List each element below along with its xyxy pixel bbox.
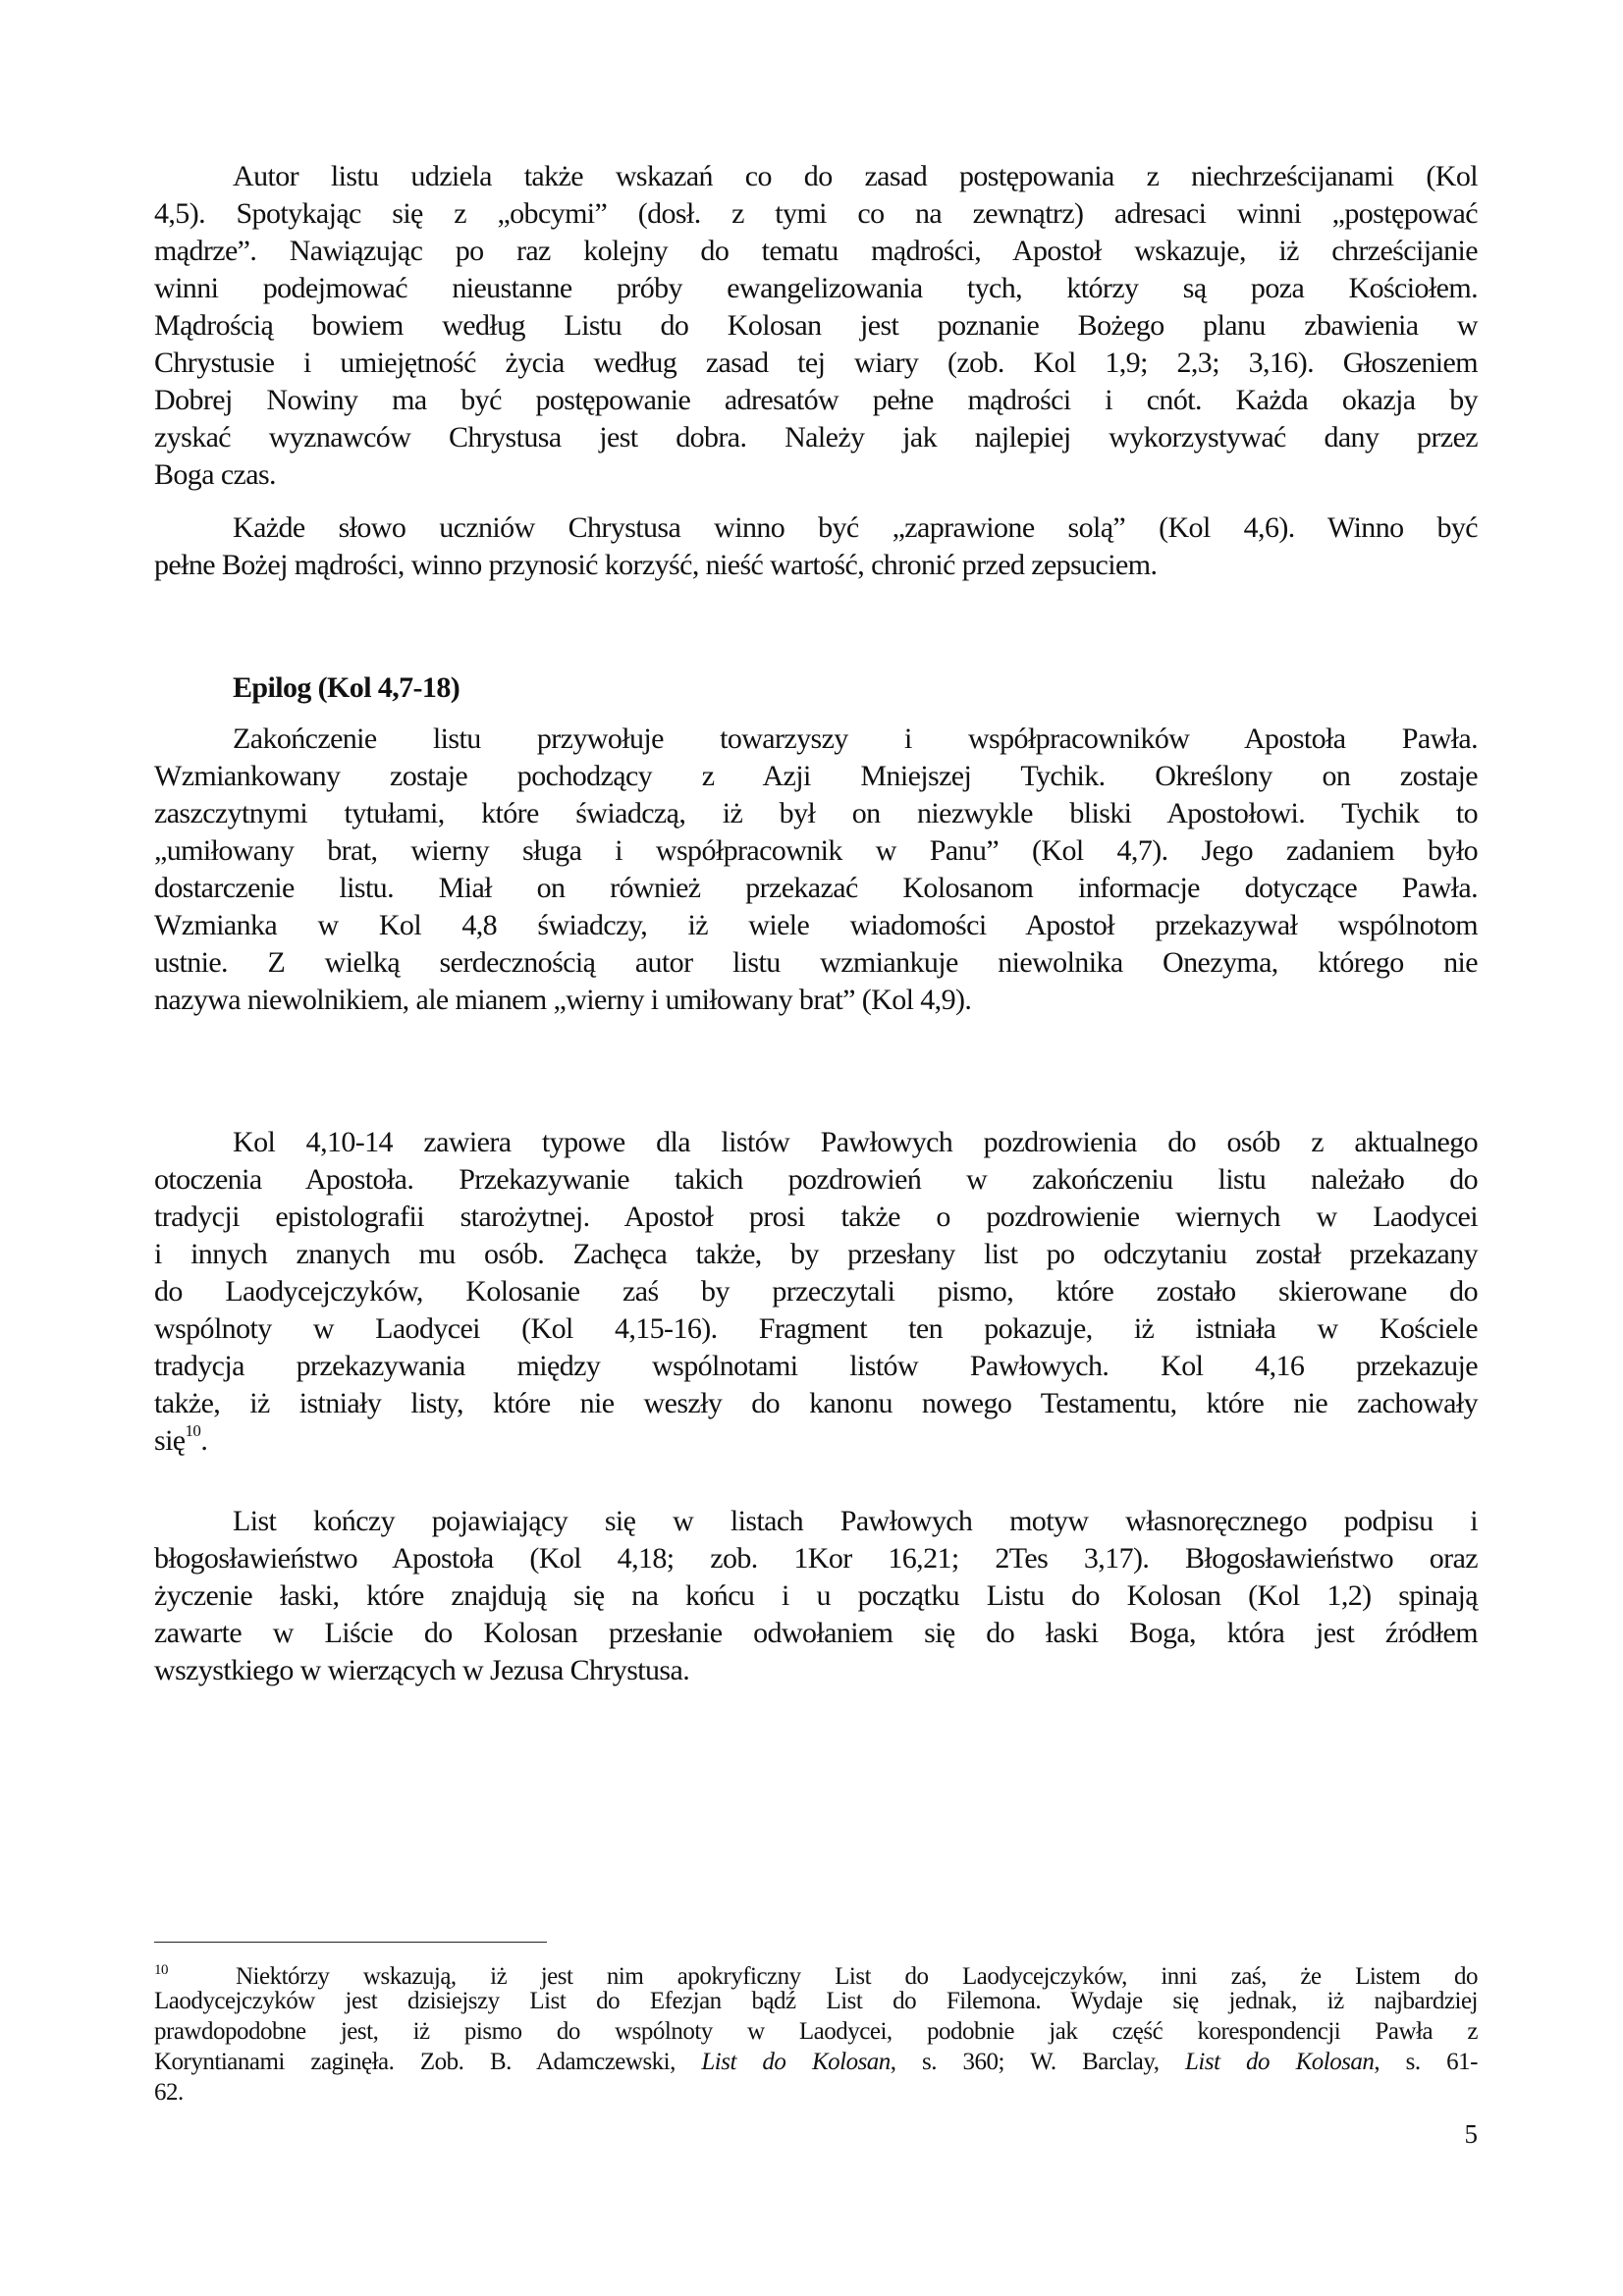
citation-title: List do Kolosan bbox=[701, 2049, 891, 2075]
text-line: Dobrej Nowiny ma być postępowanie adresatów pełne mądrości i cnót. Każda okazja by bbox=[154, 384, 1478, 416]
text-fragment: , s. 360; W. Barclay, bbox=[890, 2049, 1186, 2075]
text-fragment: , s. 61- bbox=[1374, 2049, 1479, 2075]
text-line: Wzmianka w Kol 4,8 świadczy, iż wiele wiadomości Apostoł przekazywał wspólnotom bbox=[154, 909, 1478, 941]
text-line: i innych znanych mu osób. Zachęca także, by przesłany list po odczytaniu został przekazany bbox=[154, 1238, 1478, 1270]
footnote-line bbox=[154, 2047, 1478, 2077]
footnote-line: 62. bbox=[154, 2079, 184, 2106]
text-line: Wzmiankowany zostaje pochodzący z Azji Mniejszej Tychik. Określony on zostaje bbox=[154, 760, 1478, 792]
text-line: wszystkiego w wierzących w Jezusa Chrystusa. bbox=[154, 1654, 690, 1686]
text-line: winni podejmować nieustanne próby ewangelizowania tych, którzy są poza Kościołem. bbox=[154, 272, 1478, 304]
text-line: tradycja przekazywania między wspólnotami listów Pawłowych. Kol 4,16 przekazuje bbox=[154, 1350, 1478, 1382]
text-fragment: się bbox=[154, 1424, 186, 1457]
text-line: List kończy pojawiający się w listach Pawłowych motyw własnoręcznego podpisu i bbox=[233, 1505, 1478, 1537]
text-line: zaszczytnymi tytułami, które świadczą, iż był on niezwykle bliski Apostołowi. Tychik to bbox=[154, 797, 1478, 829]
text-line: Każde słowo uczniów Chrystusa winno być „zaprawione solą” (Kol 4,6). Winno być bbox=[233, 511, 1478, 544]
text-line: nazywa niewolnikiem, ale mianem „wierny i umiłowany brat” (Kol 4,9). bbox=[154, 984, 972, 1016]
text-line: błogosławieństwo Apostoła (Kol 4,18; zob. 1Kor 16,21; 2Tes 3,17). Błogosławieństwo oraz bbox=[154, 1542, 1478, 1575]
text-line: ustnie. Z wielką serdecznością autor listu wzmiankuje niewolnika Onezyma, którego nie bbox=[154, 946, 1478, 979]
footnote-reference[interactable]: 10 bbox=[185, 1421, 201, 1440]
text-fragment: Niektórzy wskazują, iż jest nim apokryficzny List do Laodycejczyków, inni zaś, że Listem do bbox=[235, 1963, 1478, 1990]
text-line bbox=[154, 1422, 1478, 1460]
footnote-separator bbox=[154, 1942, 547, 1943]
text-line: dostarczenie listu. Miał on również przekazać Kolosanom informacje dotyczące Pawła. bbox=[154, 872, 1478, 904]
text-line: do Laodycejczyków, Kolosanie zaś by przeczytali pismo, które zostało skierowane do bbox=[154, 1275, 1478, 1308]
text-line: Zakończenie listu przywołuje towarzyszy i współpracowników Apostoła Pawła. bbox=[233, 722, 1478, 755]
text-line: zyskać wyznawców Chrystusa jest dobra. Należy jak najlepiej wykorzystywać dany przez bbox=[154, 421, 1478, 454]
text-line: „umiłowany brat, wierny sługa i współpracownik w Panu” (Kol 4,7). Jego zadaniem było bbox=[154, 834, 1478, 867]
section-heading: Epilog (Kol 4,7-18) bbox=[233, 671, 460, 704]
citation-title: List do Kolosan bbox=[1185, 2049, 1375, 2075]
text-line: tradycji epistolografii starożytnej. Apostoł prosi także o pozdrowienie wiernych w Laodycei bbox=[154, 1201, 1478, 1233]
footnote-line: prawdopodobne jest, iż pismo do wspólnoty w Laodycei, podobnie jak część korespondencji Pawła z bbox=[154, 2018, 1478, 2045]
text-line: także, iż istniały listy, które nie weszły do kanonu nowego Testamentu, które nie zachowały bbox=[154, 1387, 1478, 1419]
text-line: wspólnoty w Laodycei (Kol 4,15-16). Fragment ten pokazuje, iż istniała w Kościele bbox=[154, 1312, 1478, 1345]
text-line: Autor listu udziela także wskazań co do zasad postępowania z niechrześcijanami (Kol bbox=[233, 160, 1478, 192]
text-line: życzenie łaski, które znajdują się na końcu i u początku Listu do Kolosan (Kol 1,2) spinają bbox=[154, 1579, 1478, 1612]
text-fragment: Koryntianami zaginęła. Zob. B. Adamczewski, bbox=[154, 2049, 702, 2075]
text-line: Kol 4,10-14 zawiera typowe dla listów Pawłowych pozdrowienia do osób z aktualnego bbox=[233, 1126, 1478, 1158]
page-number: 5 bbox=[1464, 2119, 1478, 2149]
text-line: mądrze”. Nawiązując po raz kolejny do tematu mądrości, Apostoł wskazuje, iż chrześcijanie bbox=[154, 235, 1478, 267]
text-line: Chrystusie i umiejętność życia według zasad tej wiary (zob. Kol 1,9; 2,3; 3,16). Głoszeniem bbox=[154, 347, 1478, 379]
text-fragment: . bbox=[200, 1424, 208, 1457]
text-line: Boga czas. bbox=[154, 458, 276, 491]
text-line: otoczenia Apostoła. Przekazywanie takich pozdrowień w zakończeniu listu należało do bbox=[154, 1163, 1478, 1196]
text-line: 4,5). Spotykając się z „obcymi” (dosł. z tymi co na zewnątrz) adresaci winni „postępować bbox=[154, 197, 1478, 230]
text-line: Mądrością bowiem według Listu do Kolosan jest poznanie Bożego planu zbawienia w bbox=[154, 309, 1478, 342]
text-line: pełne Bożej mądrości, winno przynosić korzyść, nieść wartość, chronić przed zepsuciem. bbox=[154, 549, 1158, 581]
text-line: zawarte w Liście do Kolosan przesłanie odwołaniem się do łaski Boga, która jest źródłem bbox=[154, 1617, 1478, 1649]
footnote-line: Laodycejczyków jest dzisiejszy List do Efezjan bądź List do Filemona. Wydaje się jednak, iż najbardziej bbox=[154, 1988, 1478, 2014]
footnote-number: 10 bbox=[154, 1962, 168, 1978]
